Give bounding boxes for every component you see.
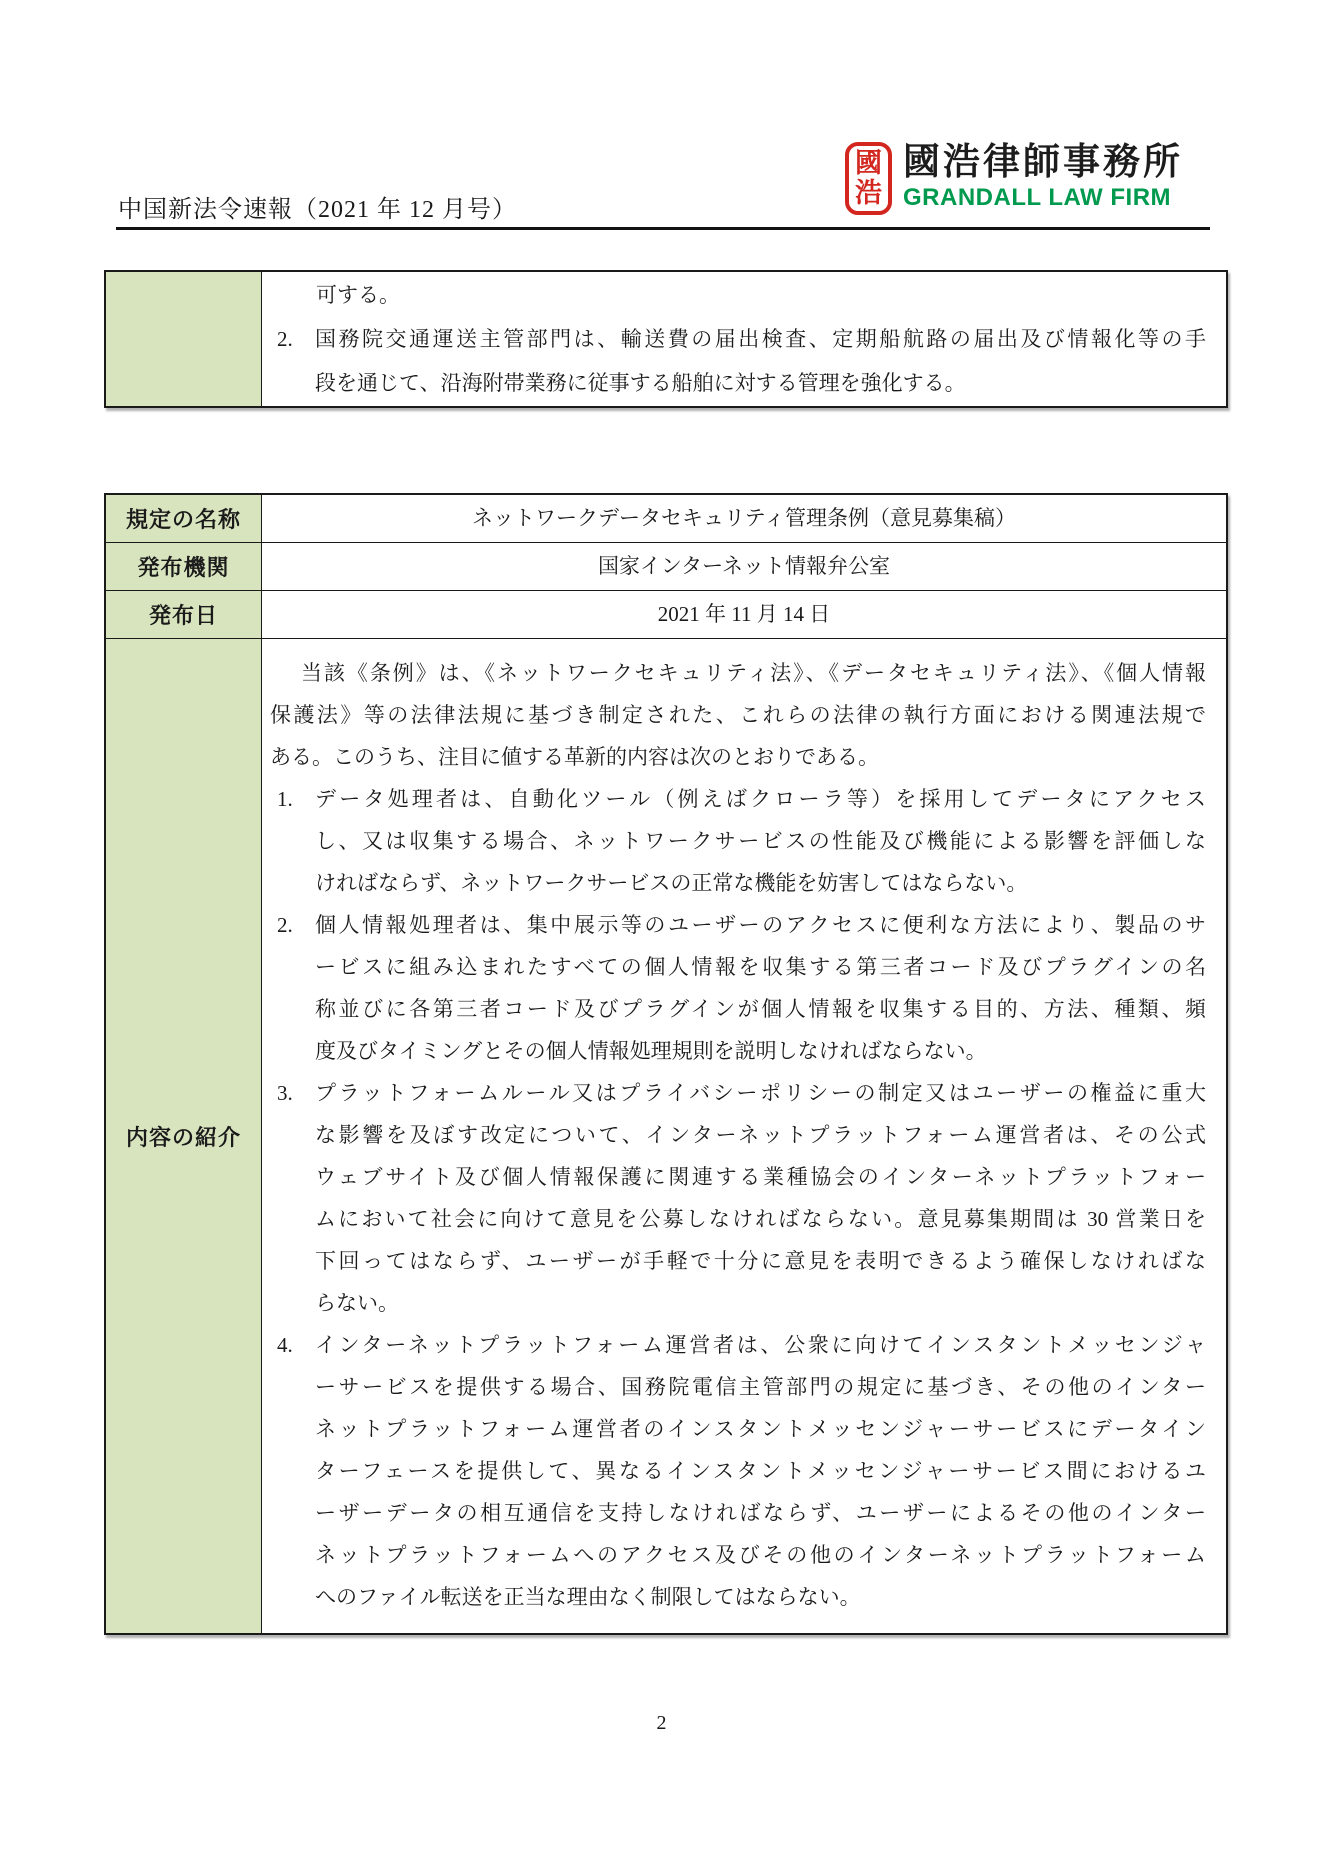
text-line: へのファイル転送を正当な理由なく制限してはならない。 bbox=[315, 1585, 861, 1609]
table-row bbox=[106, 639, 1226, 1633]
text-line: ーザーデータの相互通信を支持しなければならず、ユーザーによるその他のインター bbox=[315, 1501, 1206, 1525]
text-line: し、又は収集する場合、ネットワークサービスの性能及び機能による影響を評価しな bbox=[315, 829, 1206, 853]
text-line: プラットフォームルール又はプライバシーポリシーの制定又はユーザーの権益に重大 bbox=[315, 1081, 1206, 1105]
header-divider bbox=[116, 227, 1210, 230]
numbered-item-list bbox=[270, 778, 1206, 1618]
page-number: 2 bbox=[656, 1712, 667, 1734]
issue-date-value: 2021 年 11 月 14 日 bbox=[657, 602, 831, 626]
seal-char-top: 國 bbox=[855, 147, 882, 178]
text-line: 当該《条例》は、《ネットワークセキュリティ法》、《データセキュリティ法》、《個人情報 bbox=[301, 661, 1206, 685]
text-line: 下回ってはならず、ユーザーが手軽で十分に意見を表明できるよう確保しなければな bbox=[315, 1249, 1206, 1273]
item-text bbox=[315, 317, 1206, 405]
text-line: 国務院交通運送主管部門は、輸送費の届出検査、定期船航路の届出及び情報化等の手 bbox=[315, 327, 1206, 351]
text-line: ウェブサイト及び個人情報保護に関連する業種協会のインターネットプラットフォー bbox=[315, 1165, 1206, 1189]
continuation-table bbox=[104, 270, 1228, 408]
item-number: 2. bbox=[277, 327, 293, 351]
table-row bbox=[106, 272, 1226, 406]
text-line: ムにおいて社会に向けて意見を公募しなければならない。意見募集期間は 30 営業日を bbox=[315, 1207, 1206, 1231]
item-text bbox=[315, 1072, 1206, 1324]
text-line: ターフェースを提供して、異なるインスタントメッセンジャーサービス間におけるユ bbox=[315, 1459, 1206, 1483]
text-line: 度及びタイミングとその個人情報処理規則を説明しなければならない。 bbox=[315, 1039, 987, 1063]
item-text bbox=[315, 904, 1206, 1072]
item-text bbox=[315, 1324, 1206, 1618]
numbered-item bbox=[270, 1072, 1206, 1324]
continuation-content-cell bbox=[262, 272, 1226, 406]
text-line: データ処理者は、自動化ツール（例えばクローラ等）を採用してデータにアクセス bbox=[315, 787, 1206, 811]
table-row bbox=[106, 591, 1226, 639]
grandall-logo bbox=[845, 142, 1183, 215]
carryover-text-line: 可する。 bbox=[316, 283, 400, 307]
numbered-item bbox=[270, 904, 1206, 1072]
text-line: ある。このうち、注目に値する革新的内容は次のとおりである。 bbox=[270, 745, 879, 769]
numbered-item bbox=[270, 778, 1206, 904]
text-line: な影響を及ぼす改定について、インターネットプラットフォーム運営者は、その公式 bbox=[315, 1123, 1206, 1147]
numbered-item bbox=[270, 317, 1206, 405]
intro-paragraph bbox=[270, 652, 1206, 778]
numbered-item bbox=[270, 1324, 1206, 1618]
table-row bbox=[106, 495, 1226, 543]
grandall-seal-icon bbox=[845, 142, 892, 215]
issuing-authority-value: 国家インターネット情報弁公室 bbox=[597, 554, 891, 578]
item-number: 4. bbox=[277, 1333, 293, 1357]
logo-text bbox=[903, 142, 1183, 210]
firm-name-en: GRANDALL LAW FIRM bbox=[903, 183, 1172, 211]
text-line: ければならず、ネットワークサービスの正常な機能を妨害してはならない。 bbox=[315, 871, 1028, 895]
regulation-name-value: ネットワークデータセキュリティ管理条例（意見募集稿） bbox=[472, 506, 1016, 530]
item-number: 2. bbox=[277, 913, 293, 937]
text-line: らない。 bbox=[315, 1291, 399, 1315]
content-intro-cell bbox=[262, 639, 1226, 1633]
text-line: ネットプラットフォーム運営者のインスタントメッセンジャーサービスにデータイン bbox=[315, 1417, 1206, 1441]
numbered-item bbox=[270, 317, 1206, 405]
text-line: ーサービスを提供する場合、国務院電信主管部門の規定に基づき、その他のインター bbox=[315, 1375, 1206, 1399]
row-label-issuing-authority: 発布機関 bbox=[106, 543, 262, 590]
text-line: ービスに組み込まれたすべての個人情報を収集する第三者コード及びプラグインの名 bbox=[315, 955, 1206, 979]
row-label-content-intro: 内容の紹介 bbox=[106, 639, 262, 1633]
firm-name-cjk: 國浩律師事務所 bbox=[903, 141, 1183, 182]
table-row bbox=[106, 543, 1226, 591]
row-label-regulation-name: 規定の名称 bbox=[106, 495, 262, 542]
page-title: 中国新法令速報（2021 年 12 月号） bbox=[118, 197, 517, 223]
text-line: 保護法》等の法律法規に基づき制定された、これらの法律の執行方面における関連法規で bbox=[270, 703, 1206, 727]
item-number: 3. bbox=[277, 1081, 293, 1105]
text-line: 段を通じて、沿海附帯業務に従事する船舶に対する管理を強化する。 bbox=[315, 371, 966, 395]
text-line: インターネットプラットフォーム運営者は、公衆に向けてインスタントメッセンジャ bbox=[315, 1333, 1206, 1357]
regulation-table bbox=[104, 493, 1228, 1635]
text-line: 個人情報処理者は、集中展示等のユーザーのアクセスに便利な方法により、製品のサ bbox=[315, 913, 1206, 937]
text-line: 称並びに各第三者コード及びプラグインが個人情報を収集する目的、方法、種類、頻 bbox=[315, 997, 1206, 1021]
row-label-issue-date: 発布日 bbox=[106, 591, 262, 638]
text-line: ネットプラットフォームへのアクセス及びその他のインターネットプラットフォーム bbox=[315, 1543, 1206, 1567]
row-label-cell-empty bbox=[106, 272, 262, 406]
item-text bbox=[315, 778, 1206, 904]
item-number: 1. bbox=[277, 787, 293, 811]
seal-char-bottom: 浩 bbox=[855, 178, 882, 209]
